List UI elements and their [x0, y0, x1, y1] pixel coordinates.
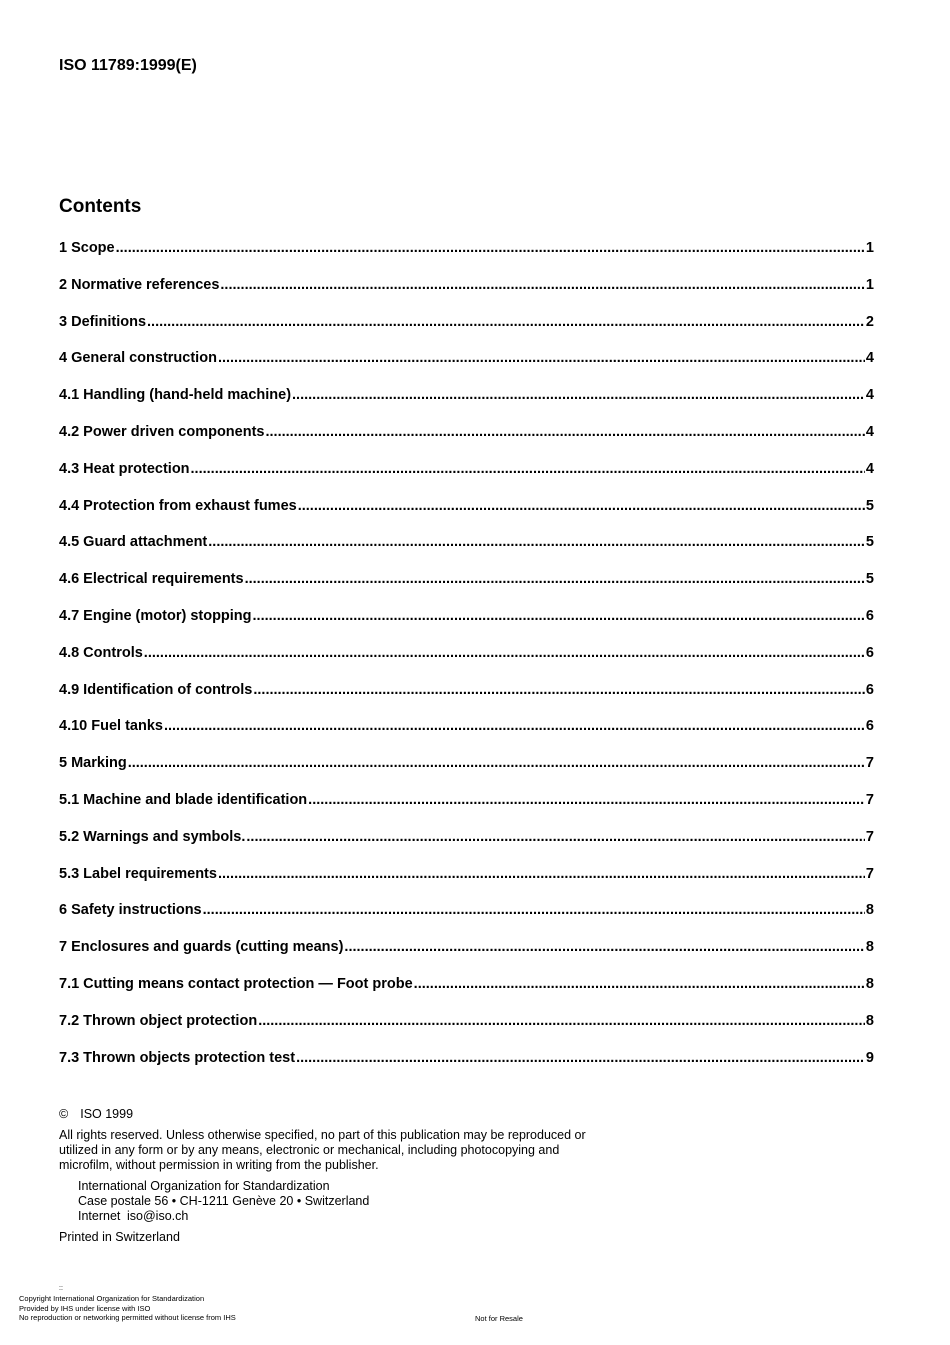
toc-entry[interactable]: [59, 790, 874, 827]
toc-entry[interactable]: [59, 496, 874, 533]
toc-leader-dots: [116, 238, 865, 258]
rights-statement: All rights reserved. Unless otherwise specified, no part of this publication may be reproduced or utilized in any form or by any means, electronic or mechanical, including photocopying and microfilm, without permission in writing from the publisher.: [59, 1128, 586, 1172]
publisher-address: [59, 1179, 604, 1224]
toc-leader-dots: [308, 790, 865, 810]
toc-entry[interactable]: [59, 348, 874, 385]
toc-entry-title: 5 Marking: [59, 755, 127, 772]
printed-in: Printed in Switzerland: [59, 1230, 180, 1244]
toc-leader-dots: [253, 680, 865, 700]
toc-entry-title: 4.10 Fuel tanks: [59, 718, 163, 735]
copyright-symbol: ©: [59, 1107, 69, 1121]
toc-entry-page: 6: [865, 681, 874, 698]
toc-entry[interactable]: [59, 643, 874, 680]
document-id: ISO 11789:1999(E): [59, 57, 197, 74]
toc-entry-page: 5: [865, 571, 874, 588]
toc-entry-page: 7: [865, 828, 874, 845]
toc-leader-dots: [144, 643, 865, 663]
not-for-resale: Not for Resale: [475, 1314, 523, 1323]
postal-address: Case postale 56 • CH-1211 Genève 20 • Switzerland: [78, 1194, 370, 1208]
toc-entry[interactable]: [59, 275, 874, 312]
toc-entry[interactable]: [59, 1011, 874, 1048]
toc-entry[interactable]: [59, 312, 874, 349]
toc-entry[interactable]: [59, 827, 874, 864]
toc-entry-page: 8: [865, 1012, 874, 1029]
publisher-name: International Organization for Standardization: [78, 1179, 330, 1193]
toc-entry-page: 8: [865, 939, 874, 956]
toc-entry[interactable]: [59, 238, 874, 275]
toc-leader-dots: [296, 1048, 865, 1068]
toc-leader-dots: [292, 385, 865, 405]
toc-entry-title: 4.2 Power driven components: [59, 423, 265, 440]
internet-email[interactable]: iso@iso.ch: [127, 1209, 189, 1223]
toc-entry-page: 8: [865, 975, 874, 992]
toc-entry[interactable]: [59, 459, 874, 496]
toc-entry-title: 5.2 Warnings and symbols.: [59, 828, 246, 845]
internet-line: [78, 1209, 604, 1224]
table-of-contents: [59, 238, 874, 1084]
toc-entry-page: 7: [865, 755, 874, 772]
toc-entry[interactable]: [59, 864, 874, 901]
toc-entry[interactable]: [59, 716, 874, 753]
toc-entry-page: 1: [865, 240, 874, 256]
toc-entry[interactable]: [59, 532, 874, 569]
toc-entry-title: 4.9 Identification of controls: [59, 681, 253, 698]
toc-entry-title: 7.2 Thrown object protection: [59, 1012, 258, 1029]
toc-entry[interactable]: [59, 937, 874, 974]
toc-entry-title: 4.4 Protection from exhaust fumes: [59, 497, 297, 514]
toc-entry[interactable]: [59, 974, 874, 1011]
toc-leader-dots: [298, 496, 865, 516]
footer-mark: ::: [59, 1285, 63, 1292]
toc-entry-title: 1 Scope: [59, 240, 115, 256]
footer-line-2: Provided by IHS under license with ISO: [19, 1303, 151, 1313]
toc-entry[interactable]: [59, 569, 874, 606]
contents-heading: Contents: [59, 196, 142, 217]
toc-entry-page: 4: [865, 387, 874, 404]
toc-leader-dots: [208, 532, 865, 552]
toc-entry-title: 3 Definitions: [59, 313, 147, 330]
toc-entry-page: 4: [865, 350, 874, 367]
toc-entry[interactable]: [59, 753, 874, 790]
toc-leader-dots: [128, 753, 865, 773]
toc-entry-title: 4.8 Controls: [59, 644, 143, 661]
toc-leader-dots: [164, 716, 865, 736]
toc-entry[interactable]: [59, 900, 874, 937]
toc-entry-title: 4 General construction: [59, 350, 217, 367]
copyright-year: ISO 1999: [80, 1107, 134, 1121]
toc-leader-dots: [253, 606, 865, 626]
toc-entry-page: 4: [865, 423, 874, 440]
toc-entry-title: 5.3 Label requirements: [59, 865, 217, 882]
license-footer: [19, 1294, 236, 1323]
toc-entry-title: 4.6 Electrical requirements: [59, 571, 244, 588]
toc-entry-title: 4.1 Handling (hand-held machine): [59, 387, 292, 404]
toc-leader-dots: [203, 900, 865, 920]
toc-entry[interactable]: [59, 606, 874, 643]
toc-entry-title: 7.3 Thrown objects protection test: [59, 1049, 296, 1066]
toc-entry-title: 7 Enclosures and guards (cutting means): [59, 939, 344, 956]
toc-leader-dots: [258, 1011, 865, 1031]
toc-entry-page: 8: [865, 902, 874, 919]
toc-leader-dots: [191, 459, 865, 479]
toc-leader-dots: [414, 974, 865, 994]
toc-entry-page: 6: [865, 607, 874, 624]
toc-entry-page: 1: [865, 276, 874, 293]
toc-entry-title: 4.7 Engine (motor) stopping: [59, 607, 252, 624]
toc-entry[interactable]: [59, 385, 874, 422]
copyright-block: [59, 1107, 604, 1245]
toc-entry[interactable]: [59, 422, 874, 459]
toc-leader-dots: [245, 569, 865, 589]
toc-leader-dots: [344, 937, 865, 957]
toc-entry-page: 9: [865, 1049, 874, 1066]
toc-leader-dots: [147, 312, 865, 332]
copyright-line: [59, 1107, 604, 1122]
toc-entry-title: 4.3 Heat protection: [59, 460, 190, 477]
toc-entry-title: 4.5 Guard attachment: [59, 534, 208, 551]
toc-entry-page: 6: [865, 644, 874, 661]
toc-entry-page: 5: [865, 534, 874, 551]
footer-line-1: Copyright International Organization for Standardization: [19, 1294, 205, 1303]
toc-entry-title: 2 Normative references: [59, 276, 220, 293]
footer-line-3: No reproduction or networking permitted without license from IHS: [19, 1313, 236, 1322]
toc-entry[interactable]: [59, 680, 874, 717]
toc-entry-page: 2: [865, 313, 874, 330]
toc-leader-dots: [265, 422, 864, 442]
toc-leader-dots: [246, 827, 865, 847]
internet-label: Internet: [78, 1209, 121, 1223]
toc-entry-title: 7.1 Cutting means contact protection — Foot probe: [59, 975, 413, 992]
toc-entry-title: 6 Safety instructions: [59, 902, 202, 919]
toc-entry-title: 5.1 Machine and blade identification: [59, 791, 308, 808]
toc-entry-page: 7: [865, 865, 874, 882]
toc-leader-dots: [218, 348, 865, 368]
toc-entry-page: 4: [865, 460, 874, 477]
toc-entry-page: 5: [865, 497, 874, 514]
toc-entry-page: 6: [865, 718, 874, 735]
toc-leader-dots: [218, 864, 865, 884]
toc-entry-page: 7: [865, 791, 874, 808]
toc-entry[interactable]: [59, 1048, 874, 1085]
toc-leader-dots: [220, 275, 865, 295]
